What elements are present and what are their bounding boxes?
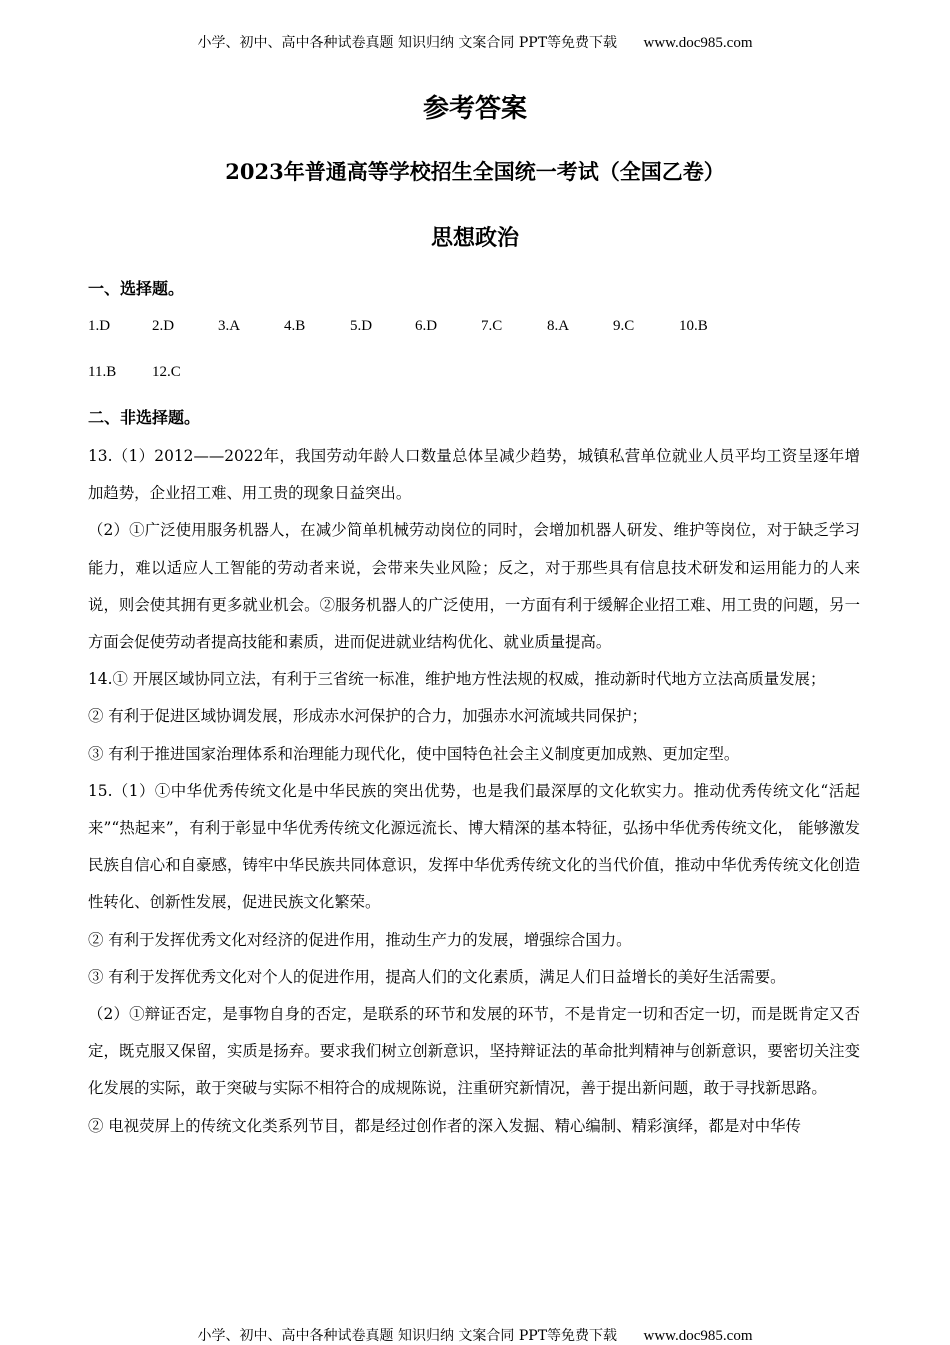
page-footer xyxy=(0,1325,950,1345)
answer-item: 7.C xyxy=(481,318,503,334)
subject-title: 思想政治 xyxy=(430,225,519,251)
answer-paragraph: 15.（1）①中华优秀传统文化是中华民族的突出优势，也是我们最深厚的文化软实力。推动优秀传统文化“活起来”“热起来”，有利于彰显中华优秀传统文化源远流长、博大精深的基本特征，弘扬中华优秀传统文化， 能够激发民族自信心和自豪感，铸牢中华民族共同体意识，发挥中华优秀传统文化的当代价值，推动中华优秀传统文化创造性转化、创新性发展，促进民族文化繁荣。 xyxy=(88,781,860,912)
answer-key-title: 参考答案 xyxy=(422,94,527,124)
answer-item: 10.B xyxy=(679,318,708,334)
section-heading-choice: 一、选择题。 xyxy=(88,279,185,298)
answer-item: 3.A xyxy=(218,318,241,334)
header-site-link[interactable]: www.doc985.com xyxy=(643,35,753,51)
answer-paragraph: （2）①广泛使用服务机器人，在减少简单机械劳动岗位的同时，会增加机器人研发、维护等岗位，对于缺乏学习能力，难以适应人工智能的劳动者来说，会带来失业风险；反之，对于那些具有信息技术研发和运用能力的人来说，则会使其拥有更多就业机会。②服务机器人的广泛使用，一方面有利于缓解企业招工难、用工贵的问题，另一方面会促使劳动者提高技能和素质，进而促进就业结构优化、就业质量提高。 xyxy=(88,521,860,652)
answer-item: 8.A xyxy=(547,318,570,334)
answer-paragraph: 14.① 开展区域协同立法，有利于三省统一标准，维护地方性法规的权威，推动新时代地方立法高质量发展； xyxy=(88,670,826,689)
answer-paragraph: 13.（1）2012——2022年，我国劳动年龄人口数量总体呈减少趋势，城镇私营单位就业人员平均工资呈逐年增加趋势，企业招工难、用工贵的现象日益突出。 xyxy=(88,447,860,503)
answer-item: 9.C xyxy=(613,318,635,334)
answer-paragraph: ③ 有利于推进国家治理体系和治理能力现代化，使中国特色社会主义制度更加成熟、更加定型。 xyxy=(88,744,740,763)
page-header xyxy=(0,32,950,52)
answer-item: 6.D xyxy=(415,318,438,334)
exam-title: 2023年普通高等学校招生全国统一考试（全国乙卷） xyxy=(225,159,725,184)
answer-item: 12.C xyxy=(152,364,181,380)
header-tagline: 小学、初中、高中各种试卷真题 知识归纳 文案合同 PPT等免费下载 xyxy=(197,35,618,51)
answer-content xyxy=(88,438,860,1145)
answer-item: 11.B xyxy=(88,364,117,380)
answer-paragraph: ② 电视荧屏上的传统文化类系列节目，都是经过创作者的深入发掘、精心编制、精彩演绎，都是对中华传 xyxy=(88,1116,801,1135)
section-heading-nonchoice: 二、非选择题。 xyxy=(88,408,201,427)
answer-item: 1.D xyxy=(88,318,111,334)
answer-paragraph: ② 有利于发挥优秀文化对经济的促进作用，推动生产力的发展，增强综合国力。 xyxy=(88,930,632,949)
footer-site-link[interactable]: www.doc985.com xyxy=(643,1328,753,1344)
answer-item: 5.D xyxy=(350,318,373,334)
answer-paragraph: （2）①辩证否定，是事物自身的否定，是联系的环节和发展的环节，不是肯定一切和否定一切，而是既肯定又否定，既克服又保留，实质是扬弃。要求我们树立创新意识，坚持辩证法的革命批判精神与创新意识，要密切关注变化发展的实际，敢于突破与实际不相符合的成规陈说，注重研究新情况，善于提出新问题，敢于寻找新思路。 xyxy=(88,1005,860,1098)
answer-paragraph: ③ 有利于发挥优秀文化对个人的促进作用，提高人们的文化素质，满足人们日益增长的美好生活需要。 xyxy=(88,967,786,986)
footer-tagline: 小学、初中、高中各种试卷真题 知识归纳 文案合同 PPT等免费下载 xyxy=(197,1328,618,1344)
answer-paragraph: ② 有利于促进区域协调发展，形成赤水河保护的合力，加强赤水河流域共同保护； xyxy=(88,707,647,726)
answer-item: 4.B xyxy=(284,318,306,334)
answer-item: 2.D xyxy=(152,318,175,334)
